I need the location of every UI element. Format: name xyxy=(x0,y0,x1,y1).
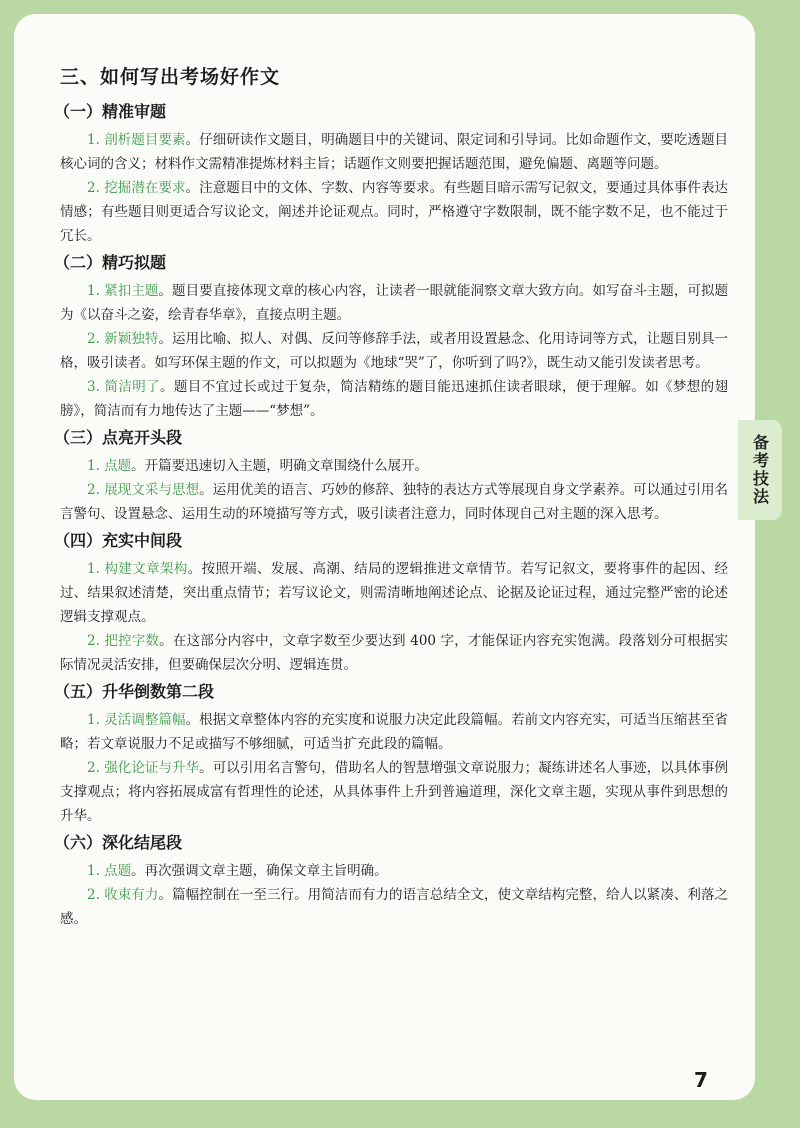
article xyxy=(54,62,729,931)
section-title: （三）点亮开头段 xyxy=(54,428,183,447)
item-text: 。注意题目中的文体、字数、内容等要求。有些题目暗示需写记叙文，要通过具体事件表达情感；有些题目则更适合写议论文，阐述并论证观点。同时，严格遵守字数限制，既不能字数不足，也不能过于冗长。 xyxy=(60,180,729,244)
page-number: 7 xyxy=(694,1068,708,1092)
page-title: 三、如何写出考场好作文 xyxy=(60,66,281,88)
section-title: （五）升华倒数第二段 xyxy=(54,682,215,701)
paragraph xyxy=(60,557,728,629)
item-label: 2. 收束有力 xyxy=(87,887,159,903)
paragraph xyxy=(60,629,728,677)
paragraph xyxy=(60,279,728,327)
item-text: 。开篇要迅速切入主题，明确文章围绕什么展开。 xyxy=(131,458,429,474)
section xyxy=(54,249,729,423)
section-title: （二）精巧拟题 xyxy=(54,253,167,272)
paragraph xyxy=(60,883,728,931)
item-text: 。按照开端、发展、高潮、结局的逻辑推进文章情节。若写记叙文，要将事件的起因、经过、结果叙述清楚，突出重点情节；若写议论文，则需清晰地阐述论点、论据及论证过程，通过完整严密的论述逻辑支撑观点。 xyxy=(60,561,729,625)
side-tab xyxy=(738,420,782,520)
item-label: 1. 点题 xyxy=(87,863,132,879)
paragraph xyxy=(60,478,728,526)
item-label: 2. 展现文采与思想 xyxy=(87,482,200,498)
item-text: 。运用比喻、拟人、对偶、反问等修辞手法，或者用设置悬念、化用诗词等方式，让题目别具一格，吸引读者。如写环保主题的作文，可以拟题为《地球“哭”了，你听到了吗?》，既生动又能引发读者思考。 xyxy=(60,331,729,371)
section xyxy=(54,527,729,677)
item-label: 2. 挖掘潜在要求 xyxy=(87,180,186,196)
paragraph xyxy=(60,327,728,375)
item-label: 2. 把控字数 xyxy=(87,633,160,649)
section-title: （一）精准审题 xyxy=(54,102,167,121)
item-text: 。在这部分内容中，文章字数至少要达到 400 字，才能保证内容充实饱满。段落划分可根据实际情况灵活安排，但要确保层次分明、逻辑连贯。 xyxy=(60,633,728,673)
item-text: 。运用优美的语言、巧妙的修辞、独特的表达方式等展现自身文学素养。可以通过引用名言警句、设置悬念、运用生动的环境描写等方式，吸引读者注意力，同时体现自己对主题的深入思考。 xyxy=(60,482,729,522)
paragraph xyxy=(60,375,728,423)
item-text: 。仔细研读作文题目，明确题目中的关键词、限定词和引导词。比如命题作文，要吃透题目核心词的含义；材料作文需精准提炼材料主旨；话题作文则要把握话题范围，避免偏题、离题等问题。 xyxy=(60,132,729,172)
item-text: 。可以引用名言警句，借助名人的智慧增强文章说服力；凝练讲述名人事迹，以具体事例支撑观点；将内容拓展成富有哲理性的论述，从具体事件上升到普遍道理，深化文章主题，实现从事件到思想的升华。 xyxy=(60,760,729,824)
item-label: 2. 新颖独特 xyxy=(87,331,159,347)
item-text: 。题目不宜过长或过于复杂，简洁精练的题目能迅速抓住读者眼球，便于理解。如《梦想的翅膀》，简洁而有力地传达了主题——“梦想”。 xyxy=(60,379,729,419)
item-label: 1. 构建文章架构 xyxy=(87,561,188,577)
section xyxy=(54,424,729,526)
item-label: 1. 紧扣主题 xyxy=(87,283,159,299)
item-text: 。题目要直接体现文章的核心内容，让读者一眼就能洞察文章大致方向。如写奋斗主题，可拟题为《以奋斗之姿，绘青春华章》，直接点明主题。 xyxy=(60,283,729,323)
paragraph xyxy=(60,128,728,176)
item-text: 。篇幅控制在一至三行。用简洁而有力的语言总结全文，使文章结构完整，给人以紧凑、利落之感。 xyxy=(60,887,729,927)
paragraph xyxy=(60,454,728,478)
item-label: 2. 强化论证与升华 xyxy=(87,760,200,776)
section xyxy=(54,98,729,248)
item-label: 3. 简洁明了 xyxy=(87,379,160,395)
item-label: 1. 点题 xyxy=(87,458,132,474)
section xyxy=(54,829,729,931)
item-label: 1. 剖析题目要素 xyxy=(87,132,186,148)
section-title: （六）深化结尾段 xyxy=(54,833,183,852)
paragraph xyxy=(60,176,728,248)
item-label: 1. 灵活调整篇幅 xyxy=(87,712,186,728)
item-text: 。再次强调文章主题，确保文章主旨明确。 xyxy=(131,863,388,879)
section-title: （四）充实中间段 xyxy=(54,531,183,550)
section xyxy=(54,678,729,828)
paragraph xyxy=(60,708,728,756)
paragraph xyxy=(60,756,728,828)
paragraph xyxy=(60,859,728,883)
item-text: 。根据文章整体内容的充实度和说服力决定此段篇幅。若前文内容充实，可适当压缩甚至省略；若文章说服力不足或描写不够细腻，可适当扩充此段的篇幅。 xyxy=(60,712,729,752)
side-tab-label: 备考技法 xyxy=(750,434,770,506)
